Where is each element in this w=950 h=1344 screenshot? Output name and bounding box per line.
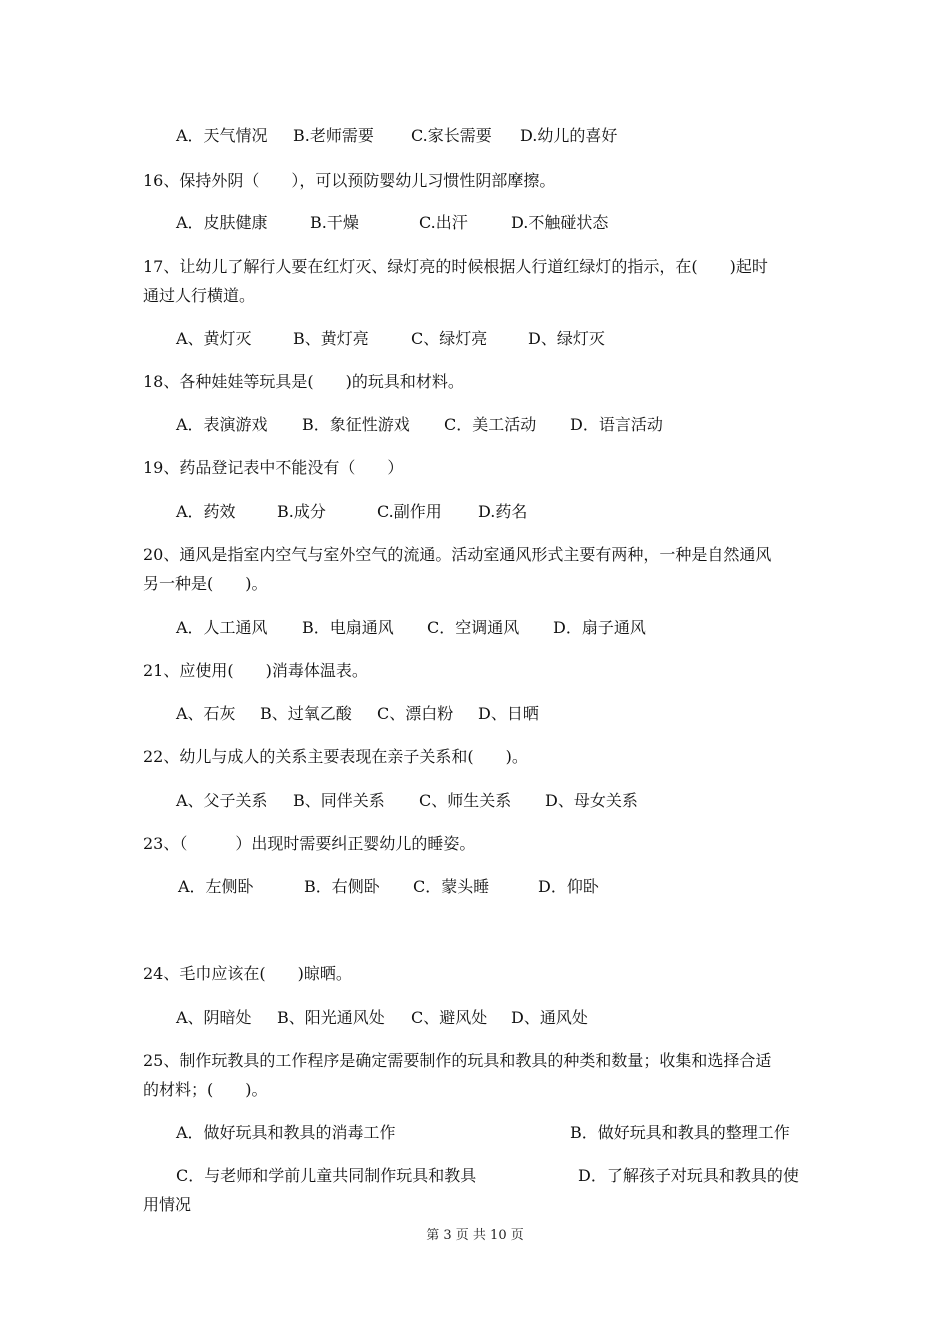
question-text: 19、药品登记表中不能没有（ ）	[143, 458, 404, 477]
option-choice: B.干燥	[310, 213, 359, 232]
question-text: 用情况	[143, 1195, 192, 1214]
option-choice: C.副作用	[377, 502, 442, 521]
option-choice: B.成分	[277, 502, 326, 521]
option-choice: A．人工通风	[176, 618, 268, 637]
option-choice: D、母女关系	[545, 791, 638, 810]
option-choice: C、漂白粉	[377, 704, 454, 723]
option-choice: B．做好玩具和教具的整理工作	[570, 1123, 790, 1142]
option-choice: C．蒙头睡	[413, 877, 490, 896]
question-text: 20、通风是指室内空气与室外空气的流通。活动室通风形式主要有两种，一种是自然通风	[143, 545, 772, 564]
option-choice: A．表演游戏	[176, 415, 268, 434]
question-text: 22、幼儿与成人的关系主要表现在亲子关系和( )。	[143, 747, 528, 766]
question-text: 16、保持外阴（ ），可以预防婴幼儿习惯性阴部摩擦。	[143, 171, 556, 190]
option-choice: A．皮肤健康	[176, 213, 268, 232]
option-choice: B、过氧乙酸	[260, 704, 352, 723]
question-text: 18、各种娃娃等玩具是( )的玩具和材料。	[143, 372, 464, 391]
question-text: 另一种是( )。	[143, 574, 268, 593]
option-choice: C．空调通风	[427, 618, 520, 637]
option-choice: C、绿灯亮	[411, 329, 488, 348]
option-choice: D．仰卧	[538, 877, 599, 896]
option-choice: B．右侧卧	[304, 877, 380, 896]
option-choice: B、阳光通风处	[277, 1008, 385, 1027]
option-choice: C.家长需要	[411, 126, 492, 145]
option-choice: A、阴暗处	[176, 1008, 252, 1027]
option-choice: B．电扇通风	[302, 618, 394, 637]
option-choice: C、避风处	[411, 1008, 488, 1027]
page-footer: 第 3 页 共 10 页	[426, 1228, 524, 1243]
option-choice: A．天气情况	[176, 126, 268, 145]
option-choice: C.出汗	[419, 213, 468, 232]
option-choice: A、父子关系	[176, 791, 268, 810]
option-choice: B、同伴关系	[293, 791, 385, 810]
option-choice: D．扇子通风	[553, 618, 646, 637]
option-choice: D.不触碰状态	[511, 213, 609, 232]
question-text: 的材料；( )。	[143, 1080, 268, 1099]
option-choice: D、日晒	[478, 704, 539, 723]
option-choice: A．药效	[176, 502, 236, 521]
option-choice: A、石灰	[176, 704, 236, 723]
question-text: 17、让幼儿了解行人要在红灯灭、绿灯亮的时候根据人行道红绿灯的指示，在( )起时	[143, 257, 768, 276]
option-choice: D、通风处	[511, 1008, 588, 1027]
option-choice: A、黄灯灭	[176, 329, 252, 348]
question-text: 23、（ ）出现时需要纠正婴幼儿的睡姿。	[143, 834, 476, 853]
question-text: 25、制作玩教具的工作程序是确定需要制作的玩具和教具的种类和数量；收集和选择合适	[143, 1051, 772, 1070]
option-choice: B、黄灯亮	[293, 329, 369, 348]
option-choice: D．了解孩子对玩具和教具的使	[578, 1166, 799, 1185]
option-choice: A．左侧卧	[178, 877, 254, 896]
question-text: 24、毛巾应该在( )晾晒。	[143, 964, 352, 983]
option-choice: D、绿灯灭	[528, 329, 605, 348]
option-choice: A．做好玩具和教具的消毒工作	[176, 1123, 396, 1142]
option-choice: B.老师需要	[293, 126, 374, 145]
question-text: 21、应使用( )消毒体温表。	[143, 661, 368, 680]
option-choice: D.药名	[478, 502, 528, 521]
option-choice: D．语言活动	[570, 415, 663, 434]
option-choice: D.幼儿的喜好	[520, 126, 618, 145]
question-text: 通过人行横道。	[143, 286, 256, 305]
option-choice: B．象征性游戏	[302, 415, 410, 434]
option-choice: C．与老师和学前儿童共同制作玩具和教具	[176, 1166, 477, 1185]
option-choice: C、师生关系	[419, 791, 512, 810]
option-choice: C．美工活动	[444, 415, 537, 434]
